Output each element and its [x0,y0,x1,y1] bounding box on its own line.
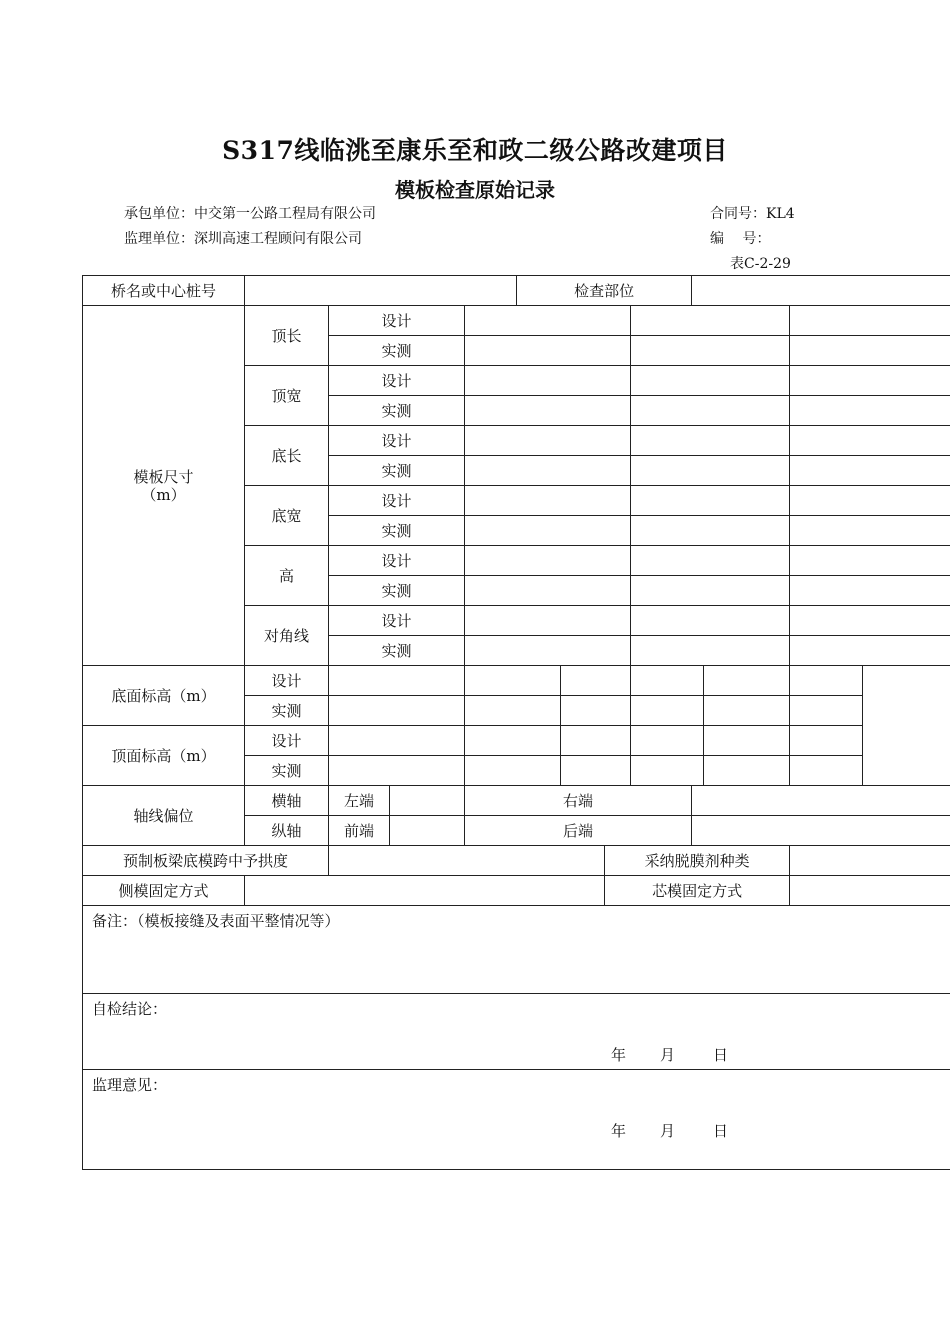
contractor-line [124,203,376,223]
dims-label [83,306,245,666]
data-cell[interactable] [465,456,631,486]
data-cell[interactable] [465,576,631,606]
side-fix-label: 侧模固定方式 [83,876,245,906]
self-check-cell[interactable] [83,994,950,1070]
data-cell[interactable] [245,876,605,906]
data-cell[interactable] [631,636,790,666]
data-cell[interactable] [561,666,631,696]
design-label: 设计 [329,366,465,396]
dim-item-label: 底宽 [245,486,329,546]
month-label: 月 [660,1046,676,1064]
data-cell[interactable] [329,696,465,726]
dims-label-line2: （m） [141,485,186,504]
table-row [83,276,950,306]
supervision-cell[interactable] [83,1070,950,1170]
data-cell[interactable] [790,456,950,486]
data-cell[interactable] [790,876,950,906]
horizontal-axis-label: 横轴 [245,786,329,816]
table-row [83,666,950,696]
data-cell[interactable] [790,306,950,336]
data-cell[interactable] [465,306,631,336]
data-cell[interactable] [631,696,704,726]
dim-item-label: 顶宽 [245,366,329,426]
year-label: 年 [611,1046,627,1064]
table-row [83,1070,950,1170]
supervision-label: 监理意见： [92,1076,168,1094]
data-cell[interactable] [631,546,790,576]
data-cell[interactable] [465,336,631,366]
table-row [83,906,950,994]
year-label: 年 [611,1122,627,1140]
data-cell[interactable] [390,816,465,846]
supervisor-label: 监理单位： [124,231,194,247]
remarks-cell[interactable] [83,906,950,994]
inspection-table [82,275,950,1170]
measured-label: 实测 [245,696,329,726]
table-row [83,306,950,336]
data-cell[interactable] [631,486,790,516]
data-cell[interactable] [465,606,631,636]
design-label: 设计 [329,606,465,636]
data-cell[interactable] [329,846,605,876]
project-title: S317线临洮至康乐至和政二级公路改建项目 [222,136,728,165]
design-label: 设计 [329,486,465,516]
data-cell[interactable] [631,516,790,546]
part-value-cell[interactable] [692,276,950,306]
data-cell[interactable] [692,816,950,846]
measured-label: 实测 [245,756,329,786]
data-cell[interactable] [704,756,790,786]
data-cell[interactable] [329,726,465,756]
dim-item-label: 顶长 [245,306,329,366]
data-cell[interactable] [790,546,950,576]
part-label: 检查部位 [517,276,692,306]
data-cell[interactable] [790,426,950,456]
core-fix-label: 芯模固定方式 [605,876,790,906]
data-cell[interactable] [790,666,863,696]
design-label: 设计 [329,546,465,576]
table-row [83,846,950,876]
data-cell[interactable] [631,306,790,336]
data-cell[interactable] [790,366,950,396]
data-cell[interactable] [465,666,561,696]
data-cell[interactable] [631,426,790,456]
table-row [83,994,950,1070]
contract-label: 合同号： [710,206,766,222]
data-cell[interactable] [790,486,950,516]
data-cell[interactable] [631,576,790,606]
data-cell[interactable] [631,396,790,426]
supervisor-line [124,228,362,248]
data-cell[interactable] [465,516,631,546]
data-cell[interactable] [790,516,950,546]
data-cell[interactable] [790,606,950,636]
design-label: 设计 [329,306,465,336]
data-cell[interactable] [465,756,561,786]
release-agent-label: 采纳脱膜剂种类 [605,846,790,876]
right-end-label: 右端 [465,786,692,816]
serial-line [710,228,770,248]
measured-label: 实测 [329,516,465,546]
back-end-label: 后端 [465,816,692,846]
remarks-label: 备注：（模板接缝及表面平整情况等） [92,912,340,930]
data-cell[interactable] [631,756,704,786]
data-cell[interactable] [465,426,631,456]
dim-item-label: 对角线 [245,606,329,666]
form-code: 表C-2-29 [730,256,791,272]
data-cell[interactable] [465,396,631,426]
left-end-label: 左端 [329,786,390,816]
data-cell[interactable] [561,756,631,786]
measured-label: 实测 [329,396,465,426]
data-cell[interactable] [790,636,950,666]
dim-item-label: 高 [245,546,329,606]
table-row [83,726,950,756]
data-cell[interactable] [465,696,561,726]
day-label: 日 [713,1122,729,1140]
month-label: 月 [660,1122,676,1140]
data-cell[interactable] [704,696,790,726]
data-cell[interactable] [329,756,465,786]
self-check-date [611,1046,728,1064]
contractor-value: 中交第一公路工程局有限公司 [194,206,376,222]
data-cell[interactable] [790,756,863,786]
vertical-axis-label: 纵轴 [245,816,329,846]
data-cell[interactable] [631,366,790,396]
self-check-label: 自检结论： [92,1000,168,1018]
data-cell[interactable] [465,726,561,756]
design-label: 设计 [329,426,465,456]
measured-label: 实测 [329,456,465,486]
data-cell[interactable] [631,606,790,636]
contract-value: KL4 [766,206,795,222]
serial-label: 编 号： [710,231,771,247]
data-cell[interactable] [790,396,950,426]
data-cell[interactable] [704,726,790,756]
data-cell[interactable] [465,366,631,396]
dims-label-line1: 模板尺寸 [133,467,194,486]
data-cell[interactable] [631,456,790,486]
top-elevation-label: 顶面标高（m） [83,726,245,786]
camber-label: 预制板梁底模跨中予拱度 [83,846,329,876]
front-end-label: 前端 [329,816,390,846]
bridge-value-cell[interactable] [245,276,517,306]
bridge-label: 桥名或中心桩号 [83,276,245,306]
dim-item-label: 底长 [245,426,329,486]
data-cell[interactable] [561,696,631,726]
data-cell[interactable] [465,636,631,666]
data-cell[interactable] [631,666,704,696]
data-cell[interactable] [790,726,863,756]
form-title: 模板检查原始记录 [395,178,555,202]
data-cell[interactable] [704,666,790,696]
table-row [83,876,950,906]
data-cell[interactable] [465,486,631,516]
data-cell[interactable] [465,546,631,576]
measured-label: 实测 [329,336,465,366]
supervision-date [611,1122,728,1140]
measured-label: 实测 [329,636,465,666]
data-cell[interactable] [329,666,465,696]
data-cell[interactable] [790,696,863,726]
data-cell[interactable] [790,846,950,876]
supervisor-value: 深圳高速工程顾问有限公司 [194,231,362,247]
measured-label: 实测 [329,576,465,606]
table-row [83,786,950,816]
data-cell[interactable] [631,726,704,756]
bottom-elevation-label: 底面标高（m） [83,666,245,726]
contractor-label: 承包单位： [124,206,194,222]
axis-offset-label: 轴线偏位 [83,786,245,846]
data-cell[interactable] [631,336,790,366]
data-cell[interactable] [790,576,950,606]
design-label: 设计 [245,666,329,696]
data-cell[interactable] [790,336,950,366]
data-cell[interactable] [692,786,950,816]
day-label: 日 [713,1046,729,1064]
design-label: 设计 [245,726,329,756]
data-cell[interactable] [390,786,465,816]
data-cell[interactable] [561,726,631,756]
contract-line [710,203,795,223]
